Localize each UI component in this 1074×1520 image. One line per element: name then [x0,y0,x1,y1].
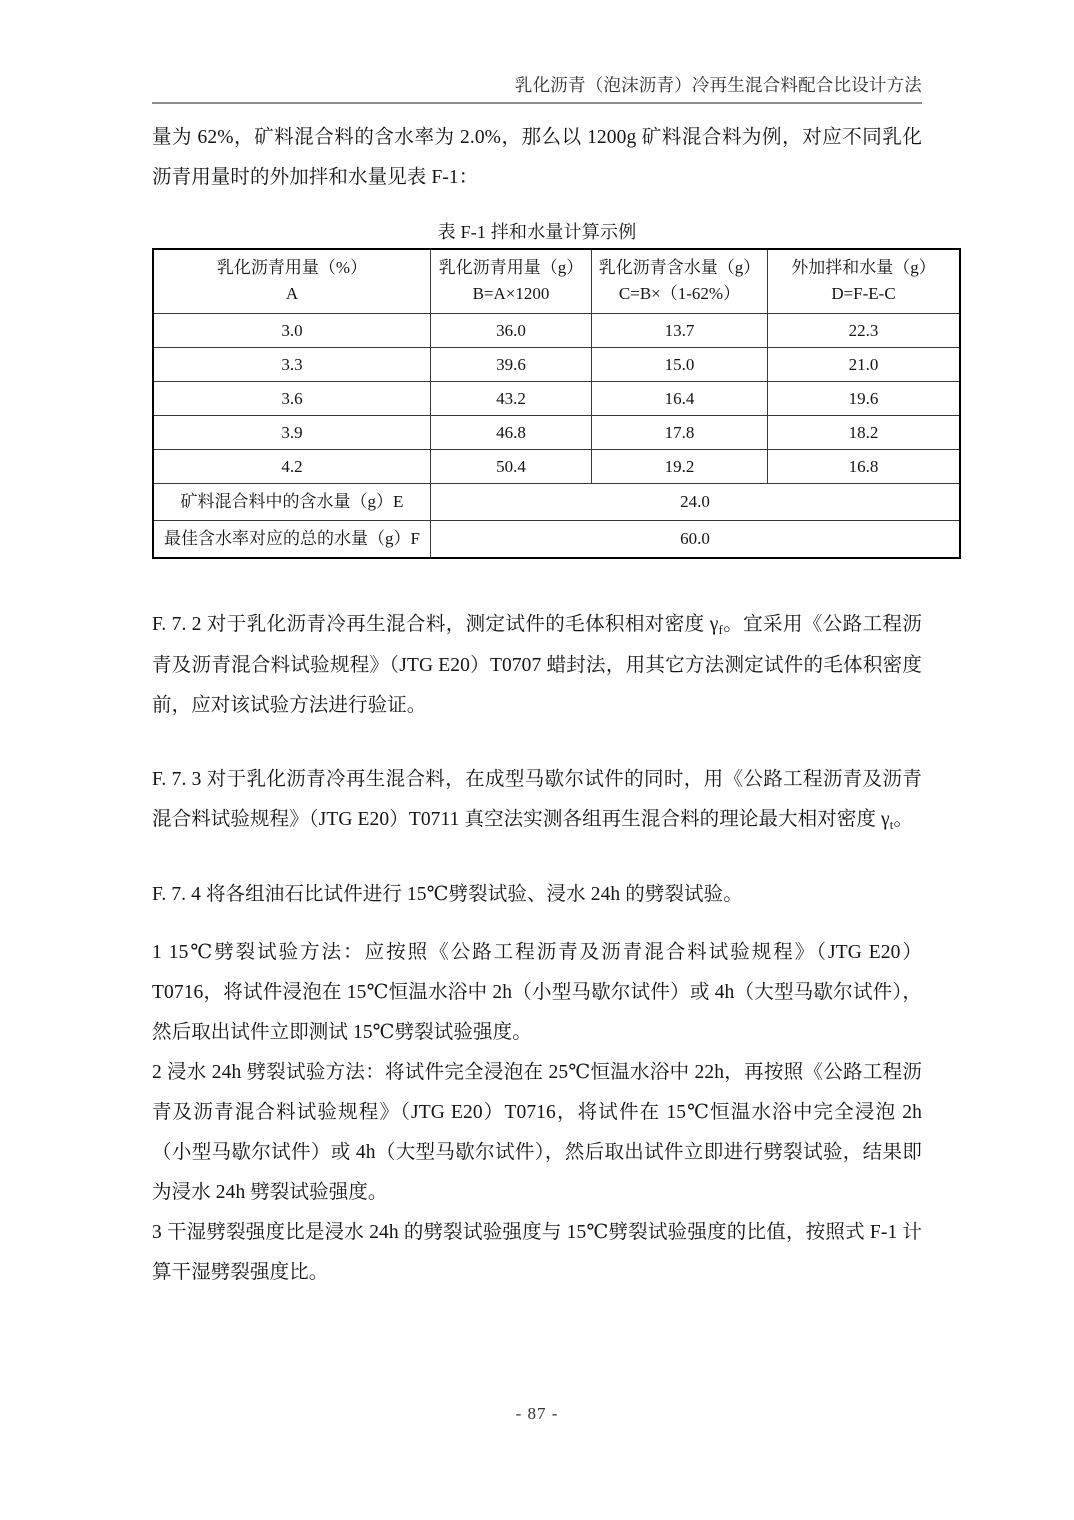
table-summary-label: 矿料混合料中的含水量（g）E [153,484,431,521]
table-summary-value: 24.0 [431,484,961,521]
table-cell: 50.4 [431,450,592,484]
spacer [152,726,922,760]
table-cell: 39.6 [431,348,592,382]
clause-f-7-3-text-post: 。 [893,809,914,830]
spacer [152,841,922,875]
table-header-cell-4-line2: D=F-E-C [831,284,896,303]
table-header-row [153,249,960,314]
table-summary-row [153,521,960,559]
table-header-cell-2-line1: 乳化沥青用量（g） [438,258,584,277]
table-row [153,416,960,450]
table-header-cell-4 [768,249,961,314]
clause-f-7-2-text-pre: F. 7. 2 对于乳化沥青冷再生混合料，测定试件的毛体积相对密度 γ [152,614,719,635]
intro-paragraph: 量为 62%，矿料混合料的含水率为 2.0%，那么以 1200g 矿料混合料为例，对应不同乳化沥青用量时的外加拌和水量见表 F-1： [152,127,922,188]
clause-item-3: 3 干湿劈裂强度比是浸水 24h 的劈裂试验强度与 15℃劈裂试验强度的比值，按照式 F-1 计算干湿劈裂强度比。 [152,1222,922,1283]
table-cell: 3.6 [153,382,431,416]
page-number: - 87 - [515,1404,559,1423]
mixing-water-table [152,248,961,559]
table-cell: 3.0 [153,314,431,348]
table-cell: 16.8 [768,450,961,484]
clause-f-7-3 [152,760,922,841]
clause-f-7-2 [152,605,922,726]
table-cell: 18.2 [768,416,961,450]
page-footer [0,1404,1074,1424]
clause-f-7-3-text-pre: F. 7. 3 对于乳化沥青冷再生混合料，在成型马歇尔试件的同时，用《公路工程沥青及沥青混合料试验规程》（JTG E20）T0711 真空法实测各组再生混合料的理论最大相对密度 γ [152,769,922,830]
table-cell: 15.0 [592,348,768,382]
table-cell: 43.2 [431,382,592,416]
spacer [152,559,922,605]
gamma-f-subscript: f [718,622,723,637]
table-cell: 19.2 [592,450,768,484]
table-cell: 22.3 [768,314,961,348]
table-summary-row [153,484,960,521]
table-header-cell-1 [153,249,431,314]
table-cell: 19.6 [768,382,961,416]
table-header-cell-1-line2: A [285,284,299,303]
header-divider-rule [152,102,922,104]
running-header-title: 乳化沥青（泡沫沥青）冷再生混合料配合比设计方法 [514,75,922,95]
table-summary-label: 最佳含水率对应的总的水量（g）F [153,521,431,559]
table-header-cell-4-line1: 外加拌和水量（g） [791,258,936,277]
table-cell: 13.7 [592,314,768,348]
table-caption: 表 F-1 拌和水量计算示例 [437,222,637,242]
clause-item-1: 1 15℃劈裂试验方法：应按照《公路工程沥青及沥青混合料试验规程》（JTG E20）T0716，将试件浸泡在 15℃恒温水浴中 2h（小型马歇尔试件）或 4h（大型马歇尔试件），然后取出试件立即测试 15℃劈裂试验强度。 [152,942,922,1043]
spacer [152,915,922,933]
table-row [153,450,960,484]
table-cell: 4.2 [153,450,431,484]
table-cell: 3.9 [153,416,431,450]
table-header-cell-1-line1: 乳化沥青用量（%） [216,258,368,277]
page-header [152,74,922,104]
spacer [152,198,922,216]
page-body [152,118,936,1293]
table-header-cell-2-line2: B=A×1200 [472,284,550,303]
table-cell: 3.3 [153,348,431,382]
table-header-cell-2 [431,249,592,314]
table-header-cell-3-line2: C=B×（1-62%） [618,284,741,303]
table-cell: 46.8 [431,416,592,450]
table-row [153,382,960,416]
gamma-t-subscript: t [889,817,894,832]
clause-f-7-4: F. 7. 4 将各组油石比试件进行 15℃劈裂试验、浸水 24h 的劈裂试验。 [152,884,743,905]
table-header-cell-3 [592,249,768,314]
clause-item-2: 2 浸水 24h 劈裂试验方法：将试件完全浸泡在 25℃恒温水浴中 22h，再按照《公路工程沥青及沥青混合料试验规程》（JTG E20）T0716，将试件在 15℃恒温水浴中完全浸泡 2h（小型马歇尔试件）或 4h（大型马歇尔试件），然后取出试件立即进行劈裂试验，结果即为浸水 24h 劈裂试验强度。 [152,1062,922,1203]
table-header-cell-3-line1: 乳化沥青含水量（g） [598,258,761,277]
table-cell: 16.4 [592,382,768,416]
table-cell: 17.8 [592,416,768,450]
table-container [152,248,936,559]
table-summary-value: 60.0 [431,521,961,559]
table-cell: 36.0 [431,314,592,348]
table-row [153,314,960,348]
clause-f-7-2-text-post: 。宜采用《公路工程沥青及沥青混合料试验规程》（JTG E20）T0707 蜡封法，用其它方法测定试件的毛体积密度前，应对该试验方法进行验证。 [152,614,922,716]
table-row [153,348,960,382]
table-cell: 21.0 [768,348,961,382]
